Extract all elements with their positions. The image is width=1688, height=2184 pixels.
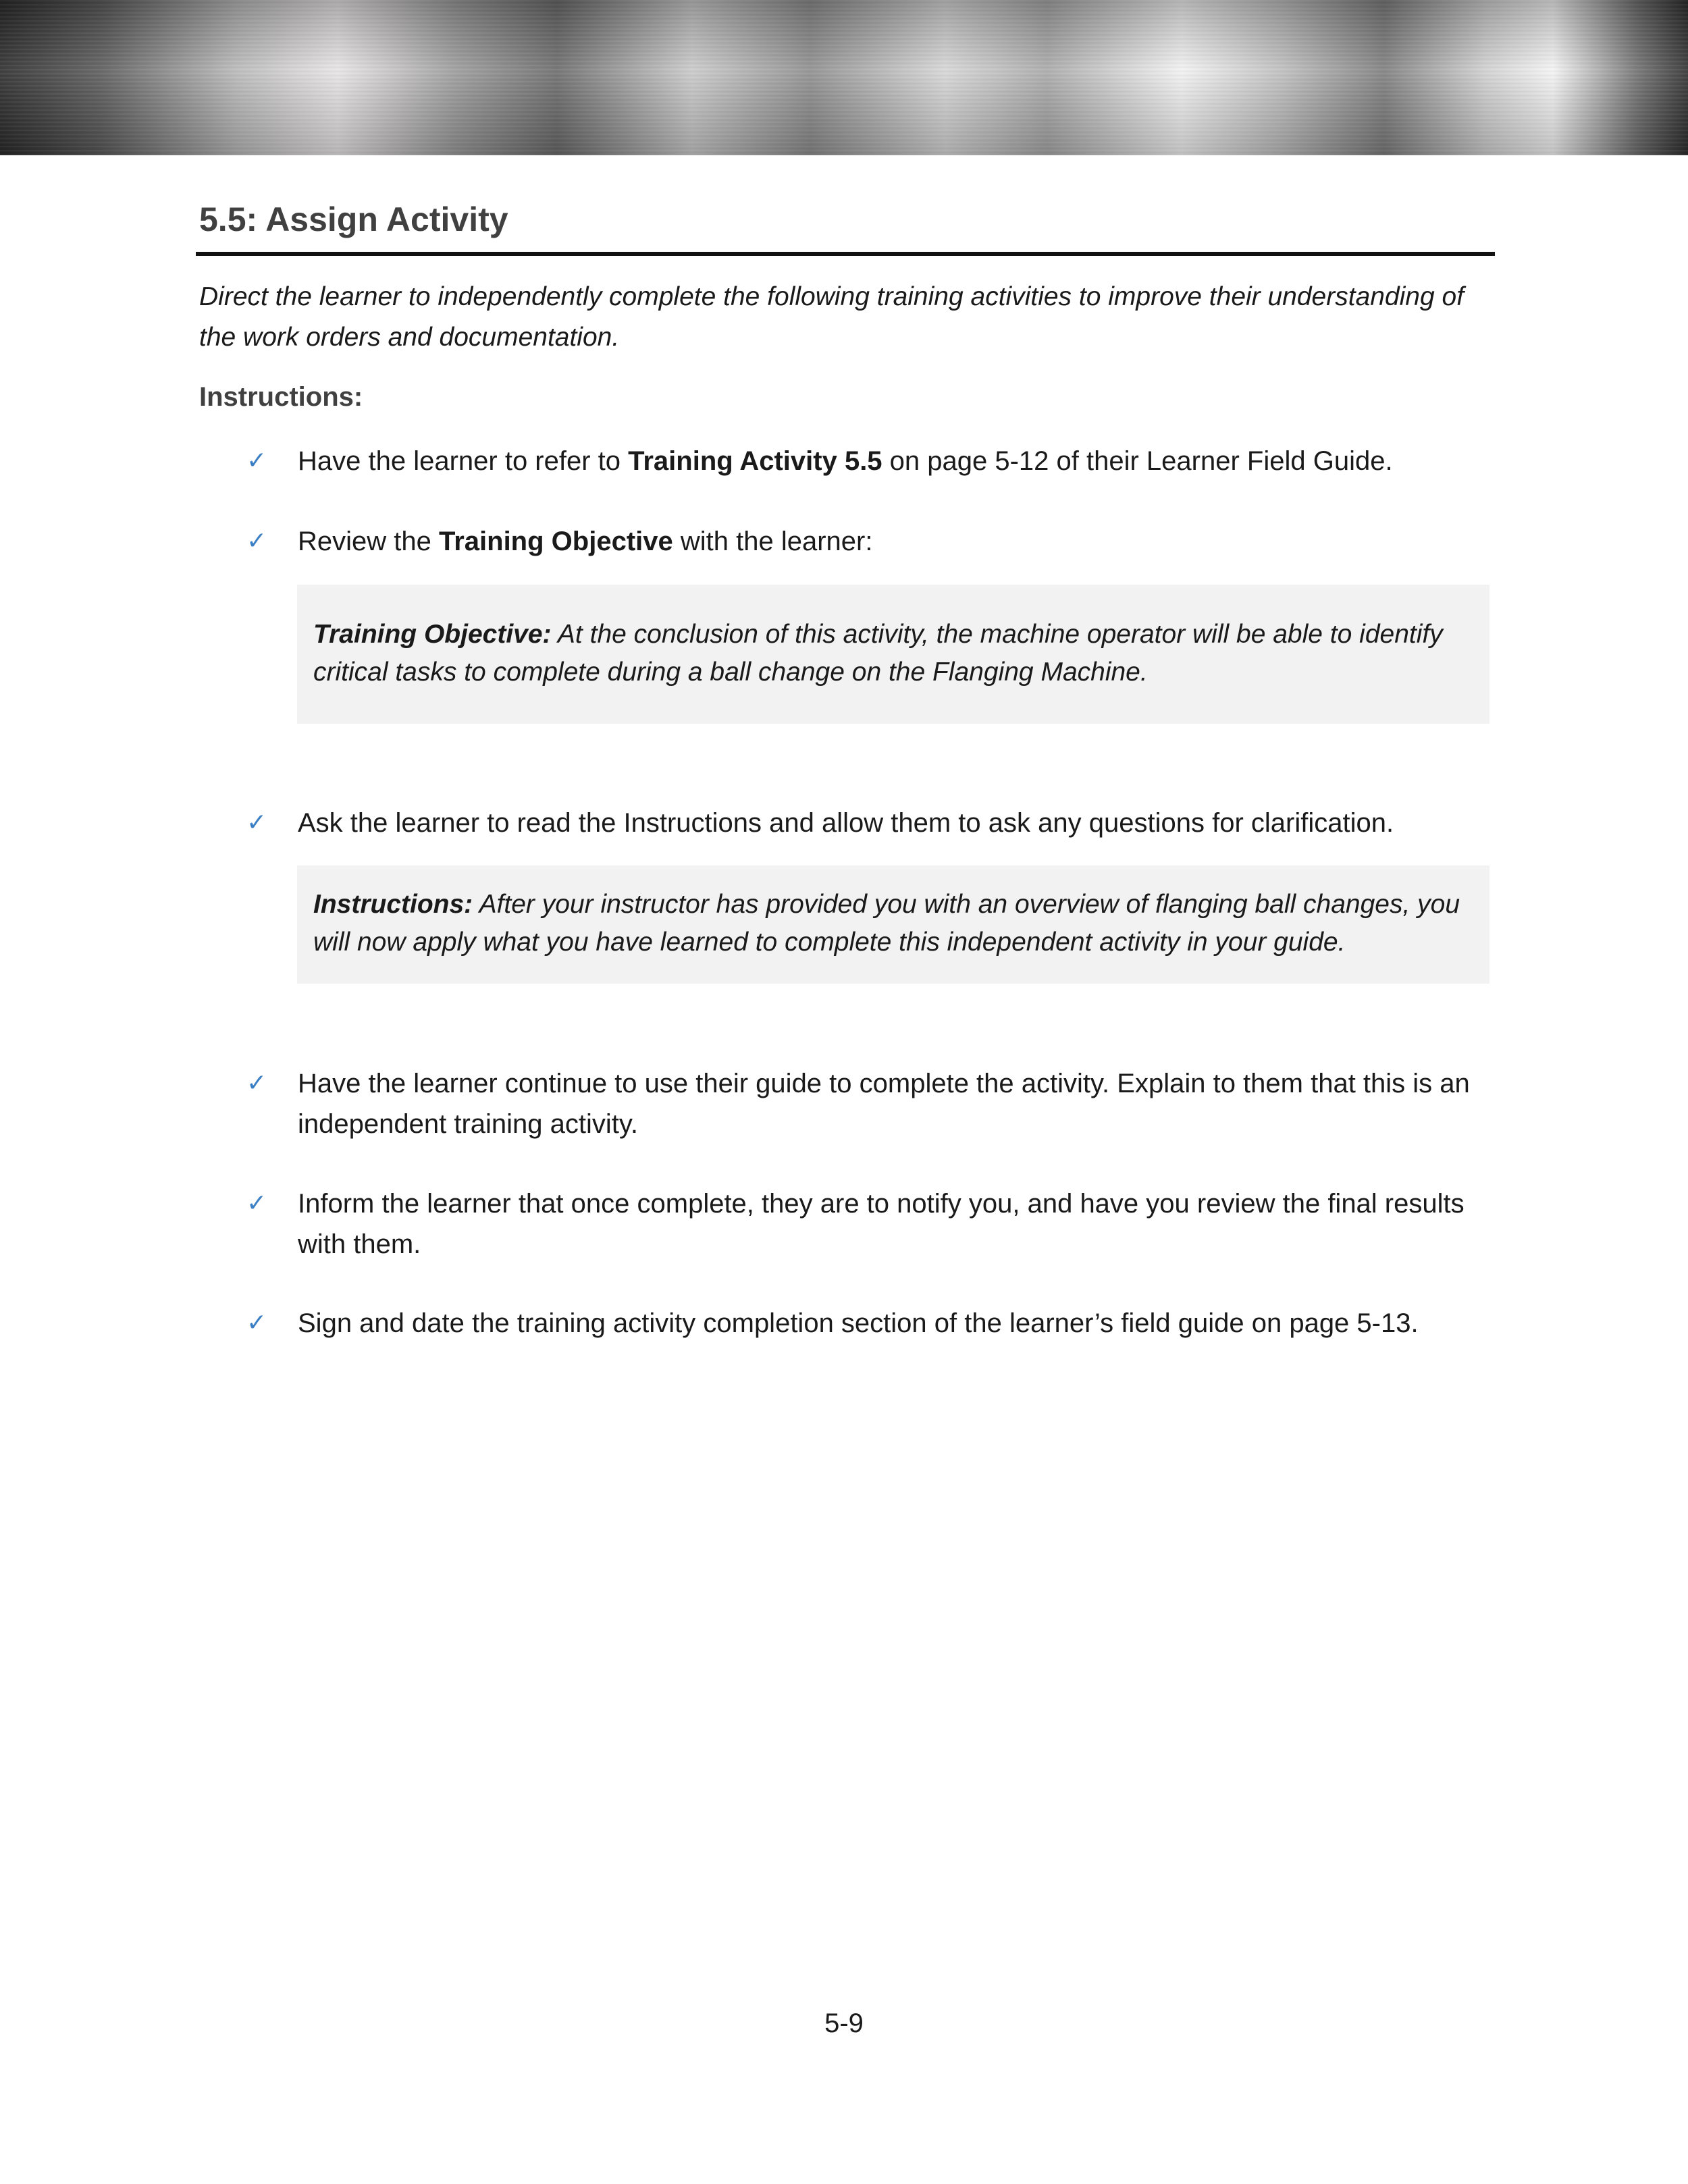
checkmark-icon: ✓	[246, 809, 267, 836]
header-banner	[0, 0, 1688, 155]
checklist-item-text: Sign and date the training activity completion section of the learner’s field guide on page 5-13.	[298, 1308, 1419, 1338]
title-underline	[196, 252, 1495, 256]
instructions-box	[297, 865, 1489, 984]
checkmark-icon: ✓	[246, 447, 267, 475]
checklist-item-text: Ask the learner to read the Instructions and allow them to ask any questions for clarification.	[298, 808, 1394, 838]
checkmark-icon: ✓	[246, 1190, 267, 1217]
instructions-box-text: Instructions: After your instructor has provided you with an overview of flanging ball changes, you will now apply what you have learned to complete this independent activity in your guide.	[313, 890, 1460, 957]
checklist-item-text: Have the learner to refer to Training Activity 5.5 on page 5-12 of their Learner Field Guide.	[298, 446, 1393, 476]
page-number: 5-9	[824, 2008, 864, 2038]
checkmark-icon: ✓	[246, 1069, 267, 1097]
checkmark-icon: ✓	[246, 1309, 267, 1337]
training-objective-box	[297, 585, 1489, 724]
instructions-label: Instructions:	[199, 382, 363, 412]
section-title: 5.5: Assign Activity	[199, 201, 508, 238]
checkmark-icon: ✓	[246, 527, 267, 555]
checklist-item-text: Review the Training Objective with the learner:	[298, 527, 873, 556]
training-objective-text: Training Objective: At the conclusion of this activity, the machine operator will be able to identify critical tasks to complete during a ball change on the Flanging Machine.	[313, 620, 1443, 687]
intro-text: Direct the learner to independently complete the following training activities to improve their understanding of the work orders and documentation.	[199, 282, 1465, 352]
checklist-item-text: Have the learner continue to use their guide to complete the activity. Explain to them that this is an independent training activity.	[298, 1069, 1470, 1139]
checklist-item-text: Inform the learner that once complete, they are to notify you, and have you review the final results with them.	[298, 1189, 1465, 1259]
